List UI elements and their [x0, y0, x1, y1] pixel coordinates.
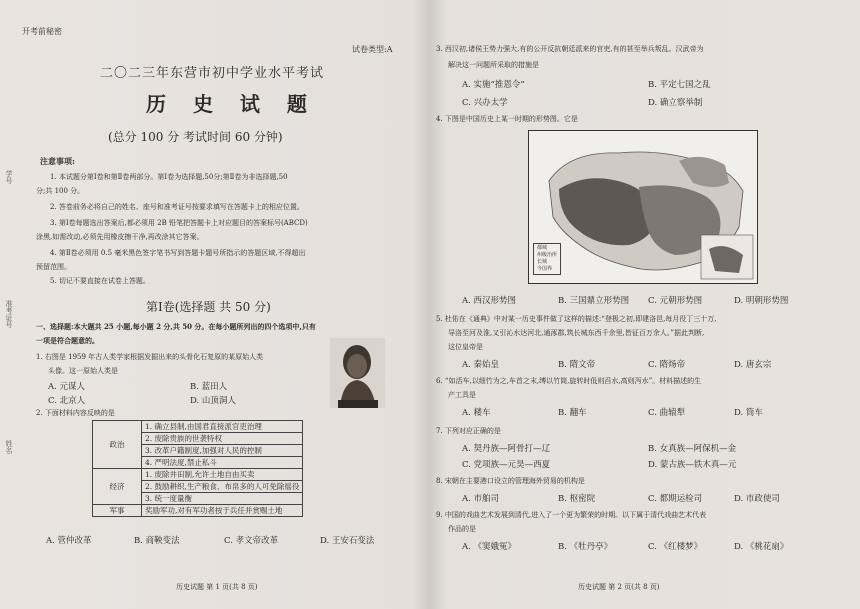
q7-option-c[interactable]: C. 党项族—元昊—西夏: [462, 460, 551, 470]
q7-option-a[interactable]: A. 契丹族—阿骨打—辽: [462, 444, 551, 454]
question-7: 7. 下列对应正确的是: [436, 427, 501, 435]
q3-option-b[interactable]: B. 平定七国之乱: [648, 80, 711, 90]
page-1: [0, 0, 425, 609]
table-row: 1. 确立县制,由国君直接派官吏治理: [142, 421, 303, 433]
legend-item: 长城: [537, 259, 548, 265]
q2-option-c[interactable]: C. 孝文帝改革: [224, 536, 279, 546]
note-line: 涂黑,如需改动,必须先用橡皮擦干净,再改涂其它答案。: [36, 233, 204, 241]
question-3: 3. 西汉初,诸侯王势力强大,有的公开反抗朝廷派来的官吏,有的甚至举兵叛乱。汉武帝为: [436, 45, 704, 53]
q6-option-c[interactable]: C. 曲辕犁: [648, 408, 686, 418]
score-time: (总分 100 分 考试时间 60 分钟): [108, 130, 283, 144]
table-row: 3. 统一度量衡: [142, 493, 303, 505]
question-4: 4. 下图是中国历史上某一时期的形势图。它是: [436, 115, 578, 123]
q9-option-d[interactable]: D. 《桃花扇》: [734, 542, 789, 552]
q7-option-d[interactable]: D. 蒙古族—铁木真—元: [648, 460, 737, 470]
question-9: 9. 中国的戏曲艺术发展到清代,进入了一个更为繁荣的时期。以下属于清代戏曲艺术代表: [436, 511, 707, 519]
q6-option-b[interactable]: B. 翻车: [558, 408, 587, 418]
question-8: 8. 宋朝在主要港口设立的管理海外贸易的机构是: [436, 477, 585, 485]
q2-option-a[interactable]: A. 管仲改革: [46, 536, 92, 546]
note-line: 1. 本试题分第Ⅰ卷和第Ⅱ卷两部分。第Ⅰ卷为选择题,50分;第Ⅱ卷为非选择题,50: [50, 173, 288, 181]
q7-option-b[interactable]: B. 女真族—阿保机—金: [648, 444, 737, 454]
margin-student-id: 学号: [5, 170, 13, 184]
legend-item: 都城: [537, 245, 548, 251]
note-line: 分;共 100 分。: [36, 187, 85, 195]
question-5: 5. 杜佑在《通典》中对某一历史事件做了这样的描述:“登极之初,即建洛邑,每月役丁三十万,: [436, 315, 717, 323]
q1-option-c[interactable]: C. 北京人: [48, 396, 86, 406]
page-footer: 历史试题 第 2 页(共 8 页): [578, 583, 660, 591]
table-row: 奖励军功,对有军功者按于兵任并赏赐土地: [142, 505, 303, 517]
q3-option-d[interactable]: D. 确立察举制: [648, 98, 703, 108]
confidential-label: 开考前秘密: [22, 27, 62, 36]
q3-option-c[interactable]: C. 兴办太学: [462, 98, 508, 108]
q1-option-d[interactable]: D. 山顶洞人: [190, 396, 236, 406]
skull-reconstruction-image: [330, 338, 385, 408]
q4-option-c[interactable]: C. 元朝形势图: [648, 296, 703, 306]
q4-option-b[interactable]: B. 三国鼎立形势图: [558, 296, 630, 306]
q1-option-b[interactable]: B. 蓝田人: [190, 382, 228, 392]
page-2: [432, 0, 860, 609]
table-row: 1. 废除井田制,允许土地自由买卖: [142, 469, 303, 481]
table-category: 军事: [93, 505, 142, 517]
historical-map: [528, 130, 758, 284]
exam-name: 二〇二三年东营市初中学业水平考试: [100, 66, 325, 81]
notes-title: 注意事项:: [40, 156, 75, 166]
q4-option-a[interactable]: A. 西汉形势图: [462, 296, 517, 306]
q6-option-a[interactable]: A. 耧车: [462, 408, 491, 418]
note-line: 4. 第Ⅱ卷必须用 0.5 毫米黑色签字笔书写到答题卡题号所指示的答题区域,不得超出: [50, 249, 306, 257]
table-row: 2. 鼓励耕织,生产粮食、布帛多的人可免除徭役: [142, 481, 303, 493]
q9-option-a[interactable]: A. 《窦娥冤》: [462, 542, 517, 552]
q8-option-d[interactable]: D. 市政使司: [734, 494, 780, 504]
page-footer: 历史试题 第 1 页(共 8 页): [176, 583, 258, 591]
note-line: 2. 答卷前务必将自己的姓名、座号和准考证号按要求填写在答题卡上的相应位置。: [50, 203, 304, 211]
margin-exam-number: 准考证号: [5, 300, 13, 328]
question-6-cont: 产工具是: [448, 391, 476, 399]
question-1: 1. 右图是 1959 年古人类学家根据发掘出来的头骨化石复原的某原始人类: [36, 353, 264, 361]
q6-option-d[interactable]: D. 筒车: [734, 408, 763, 418]
section-instruction: 一、选择题:本大题共 25 小题,每小题 2 分,共 50 分。在每小题所列出的四个选项中,只有: [36, 322, 316, 331]
q3-option-a[interactable]: A. 实施“推恩令”: [462, 80, 525, 90]
question-6: 6. “如活车,以细竹为之,车首之末,缚以竹筒,旋转时低则舀水,高则泻水”。材料描述的生: [436, 377, 702, 385]
table-category: 政治: [93, 421, 142, 469]
subject-title: 历 史 试 题: [146, 92, 317, 116]
legend-item: 州级治所: [537, 252, 558, 258]
legend-item: 今国界: [537, 266, 553, 272]
q5-option-c[interactable]: C. 隋炀帝: [648, 360, 686, 370]
question-5-cont: 导洛至河及淮,又引沁水达河北,通涿郡,筑长城东西千余里,皆征百万余人。”据此判断,: [448, 329, 705, 337]
note-line: 5. 切记不要直接在试卷上答题。: [50, 277, 150, 285]
q8-option-c[interactable]: C. 都期运检司: [648, 494, 703, 504]
question-3-cont: 解决这一问题所采取的措施是: [448, 61, 539, 69]
q8-option-a[interactable]: A. 市舶司: [462, 494, 500, 504]
paper-type: 试卷类型:A: [352, 45, 393, 54]
margin-name: 姓名: [5, 440, 13, 454]
part-title: 第Ⅰ卷(选择题 共 50 分): [146, 300, 271, 314]
section-instruction: 一项是符合题意的。: [36, 336, 99, 345]
q2-material-table: [92, 420, 303, 517]
q4-option-d[interactable]: D. 明朝形势图: [734, 296, 789, 306]
question-5-cont: 这位皇帝是: [448, 343, 483, 351]
q2-option-d[interactable]: D. 王安石变法: [320, 536, 375, 546]
question-1-cont: 头像。这一原始人类是: [48, 367, 118, 375]
table-category: 经济: [93, 469, 142, 505]
question-9-cont: 作品的是: [448, 525, 476, 533]
map-legend: [533, 243, 561, 275]
q9-option-c[interactable]: C. 《红楼梦》: [648, 542, 703, 552]
table-row: 2. 废除贵族的世袭特权: [142, 433, 303, 445]
table-row: 4. 严明法度,禁止私斗: [142, 457, 303, 469]
table-row: 3. 改革户籍制度,加强对人民的控制: [142, 445, 303, 457]
territory-map-graphic: [529, 131, 757, 283]
q5-option-b[interactable]: B. 隋文帝: [558, 360, 596, 370]
q2-option-b[interactable]: B. 商鞅变法: [134, 536, 180, 546]
note-line: 3. 第Ⅰ卷每题选出答案后,都必须用 2B 铅笔把答题卡上对应题目的答案标号(ABCD): [50, 219, 308, 227]
question-2: 2. 下面材料内容反映的是: [36, 409, 115, 417]
q8-option-b[interactable]: B. 枢密院: [558, 494, 596, 504]
q1-option-a[interactable]: A. 元谋人: [48, 382, 86, 392]
note-line: 预留范围。: [36, 263, 71, 271]
q5-option-a[interactable]: A. 秦始皇: [462, 360, 500, 370]
q5-option-d[interactable]: D. 唐玄宗: [734, 360, 772, 370]
q9-option-b[interactable]: B. 《牡丹亭》: [558, 542, 613, 552]
